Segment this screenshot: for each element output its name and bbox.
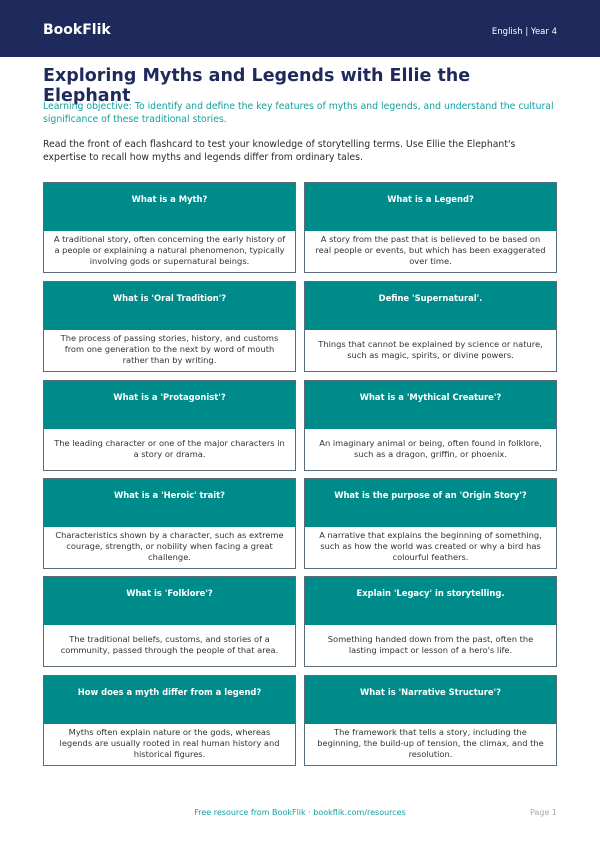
flashcard-answer: The traditional beliefs, customs, and stories of a community, passed through the people of that area. — [60, 633, 279, 655]
subject-year-label: English | Year 4 — [491, 27, 557, 37]
flashcard-answer: A traditional story, often concerning the early history of a people or explaining a natural phenomenon, typically involving gods or supernatural beings. — [53, 234, 286, 266]
flashcard-question: What is a 'Mythical Creature'? — [305, 381, 556, 429]
flashcard-question: What is 'Oral Tradition'? — [44, 282, 295, 330]
flashcard-answer: The process of passing stories, history, and customs from one generation to the next by word of mouth rather than by writing. — [60, 333, 279, 365]
flashcard — [43, 182, 296, 273]
flashcard — [304, 380, 557, 471]
flashcard-question: What is 'Folklore'? — [44, 577, 295, 625]
flashcard-answer: Characteristics shown by a character, such as extreme courage, strength, or nobility when facing a great challenge. — [55, 530, 284, 562]
page-number: Page 1 — [530, 808, 557, 817]
flashcard-question: What is a 'Heroic' trait? — [44, 479, 295, 527]
instructions: Read the front of each flashcard to test your knowledge of storytelling terms. Use Ellie the Elephant's expertise to recall how myths and legends differ from ordinary tales. — [43, 139, 516, 163]
flashcard — [43, 576, 296, 667]
flashcard-answer: Something handed down from the past, often the lasting impact or lesson of a hero's life. — [327, 633, 534, 655]
flashcard-question: What is a Myth? — [44, 183, 295, 231]
flashcard-answer: The leading character or one of the major characters in a story or drama. — [54, 437, 285, 459]
flashcard — [304, 182, 557, 273]
flashcard-question: Define 'Supernatural'. — [305, 282, 556, 330]
flashcard — [304, 281, 557, 372]
flashcard — [43, 478, 296, 569]
flashcard-answer: A narrative that explains the beginning of something, such as how the world was created or why a bird has colourful feathers. — [319, 530, 542, 562]
flashcard — [43, 380, 296, 471]
flashcard-answer: The framework that tells a story, including the beginning, the build-up of tension, the climax, and the resolution. — [317, 727, 544, 759]
footer-link[interactable]: Free resource from BookFlik · bookflik.com/resources — [194, 808, 406, 817]
flashcard-answer: Myths often explain nature or the gods, whereas legends are usually rooted in real human history and historical figures. — [59, 727, 280, 759]
flashcard-question: What is a 'Protagonist'? — [44, 381, 295, 429]
flashcard-question: What is a Legend? — [305, 183, 556, 231]
brand-logo: BookFlik — [43, 22, 111, 38]
page-title: Exploring Myths and Legends with Ellie the Elephant — [43, 66, 471, 106]
flashcard — [304, 675, 557, 766]
flashcard — [304, 576, 557, 667]
flashcard-answer: A story from the past that is believed to be based on real people or events, but which has been exaggerated over time. — [315, 234, 546, 266]
flashcard-answer: An imaginary animal or being, often found in folklore, such as a dragon, griffin, or phoenix. — [319, 437, 542, 459]
flashcard-question: How does a myth differ from a legend? — [44, 676, 295, 724]
flashcard-question: Explain 'Legacy' in storytelling. — [305, 577, 556, 625]
learning-objective: Learning objective: To identify and define the key features of myths and legends, and understand the cultural significance of these traditional stories. — [43, 101, 554, 125]
flashcard — [43, 675, 296, 766]
flashcard — [304, 478, 557, 569]
flashcard-answer: Things that cannot be explained by science or nature, such as magic, spirits, or divine powers. — [318, 338, 543, 360]
flashcard-question: What is 'Narrative Structure'? — [305, 676, 556, 724]
page-header — [0, 0, 600, 57]
flashcard — [43, 281, 296, 372]
flashcard-question: What is the purpose of an 'Origin Story'? — [305, 479, 556, 527]
